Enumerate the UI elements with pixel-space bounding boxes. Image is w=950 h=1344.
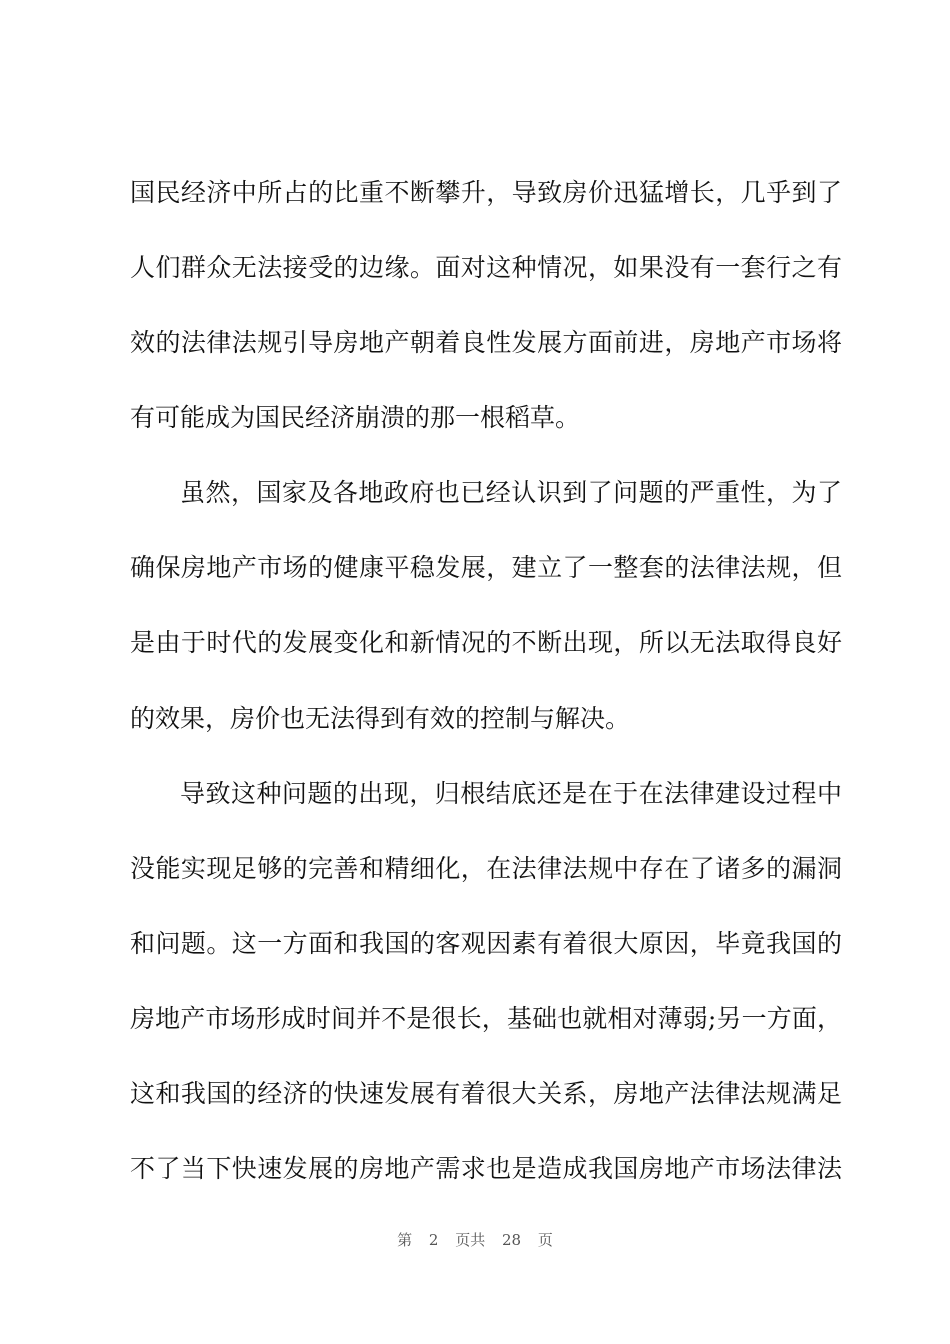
body-text-line: 确保房地产市场的健康平稳发展，建立了一整套的法律法规，但: [130, 553, 842, 583]
body-text-line: 房地产市场形成时间并不是很长，基础也就相对薄弱;另一方面，: [130, 1003, 842, 1033]
footer-label-post: 页: [537, 1231, 553, 1249]
body-text-line: 不了当下快速发展的房地产需求也是造成我国房地产市场法律法: [130, 1154, 842, 1184]
body-text-line: 效的法律法规引导房地产朝着良性发展方面前进，房地产市场将: [130, 328, 842, 358]
body-text-line: 人们群众无法接受的边缘。面对这种情况，如果没有一套行之有: [130, 253, 842, 283]
body-text-line: 这和我国的经济的快速发展有着很大关系，房地产法律法规满足: [130, 1078, 842, 1108]
body-text-line: 和问题。这一方面和我国的客观因素有着很大原因，毕竟我国的: [130, 928, 842, 958]
footer-label-mid: 页共: [455, 1231, 486, 1249]
paragraph-first-line: 虽然，国家及各地政府也已经认识到了问题的严重性，为了: [180, 478, 842, 508]
footer-total-pages: 28: [502, 1231, 522, 1249]
page-footer: [0, 1228, 950, 1252]
body-text-line: 是由于时代的发展变化和新情况的不断出现，所以无法取得良好: [130, 628, 842, 658]
body-text-line: 国民经济中所占的比重不断攀升，导致房价迅猛增长，几乎到了: [130, 178, 842, 207]
footer-label-pre: 第: [397, 1231, 413, 1249]
footer-page-number: 2: [428, 1231, 439, 1249]
body-text-line: 没能实现足够的完善和精细化，在法律法规中存在了诸多的漏洞: [130, 853, 842, 883]
body-text-line: 的效果，房价也无法得到有效的控制与解决。: [130, 703, 631, 733]
body-text-line: 有可能成为国民经济崩溃的那一根稻草。: [130, 403, 581, 433]
paragraph-first-line: 导致这种问题的出现，归根结底还是在于在法律建设过程中: [180, 778, 842, 808]
